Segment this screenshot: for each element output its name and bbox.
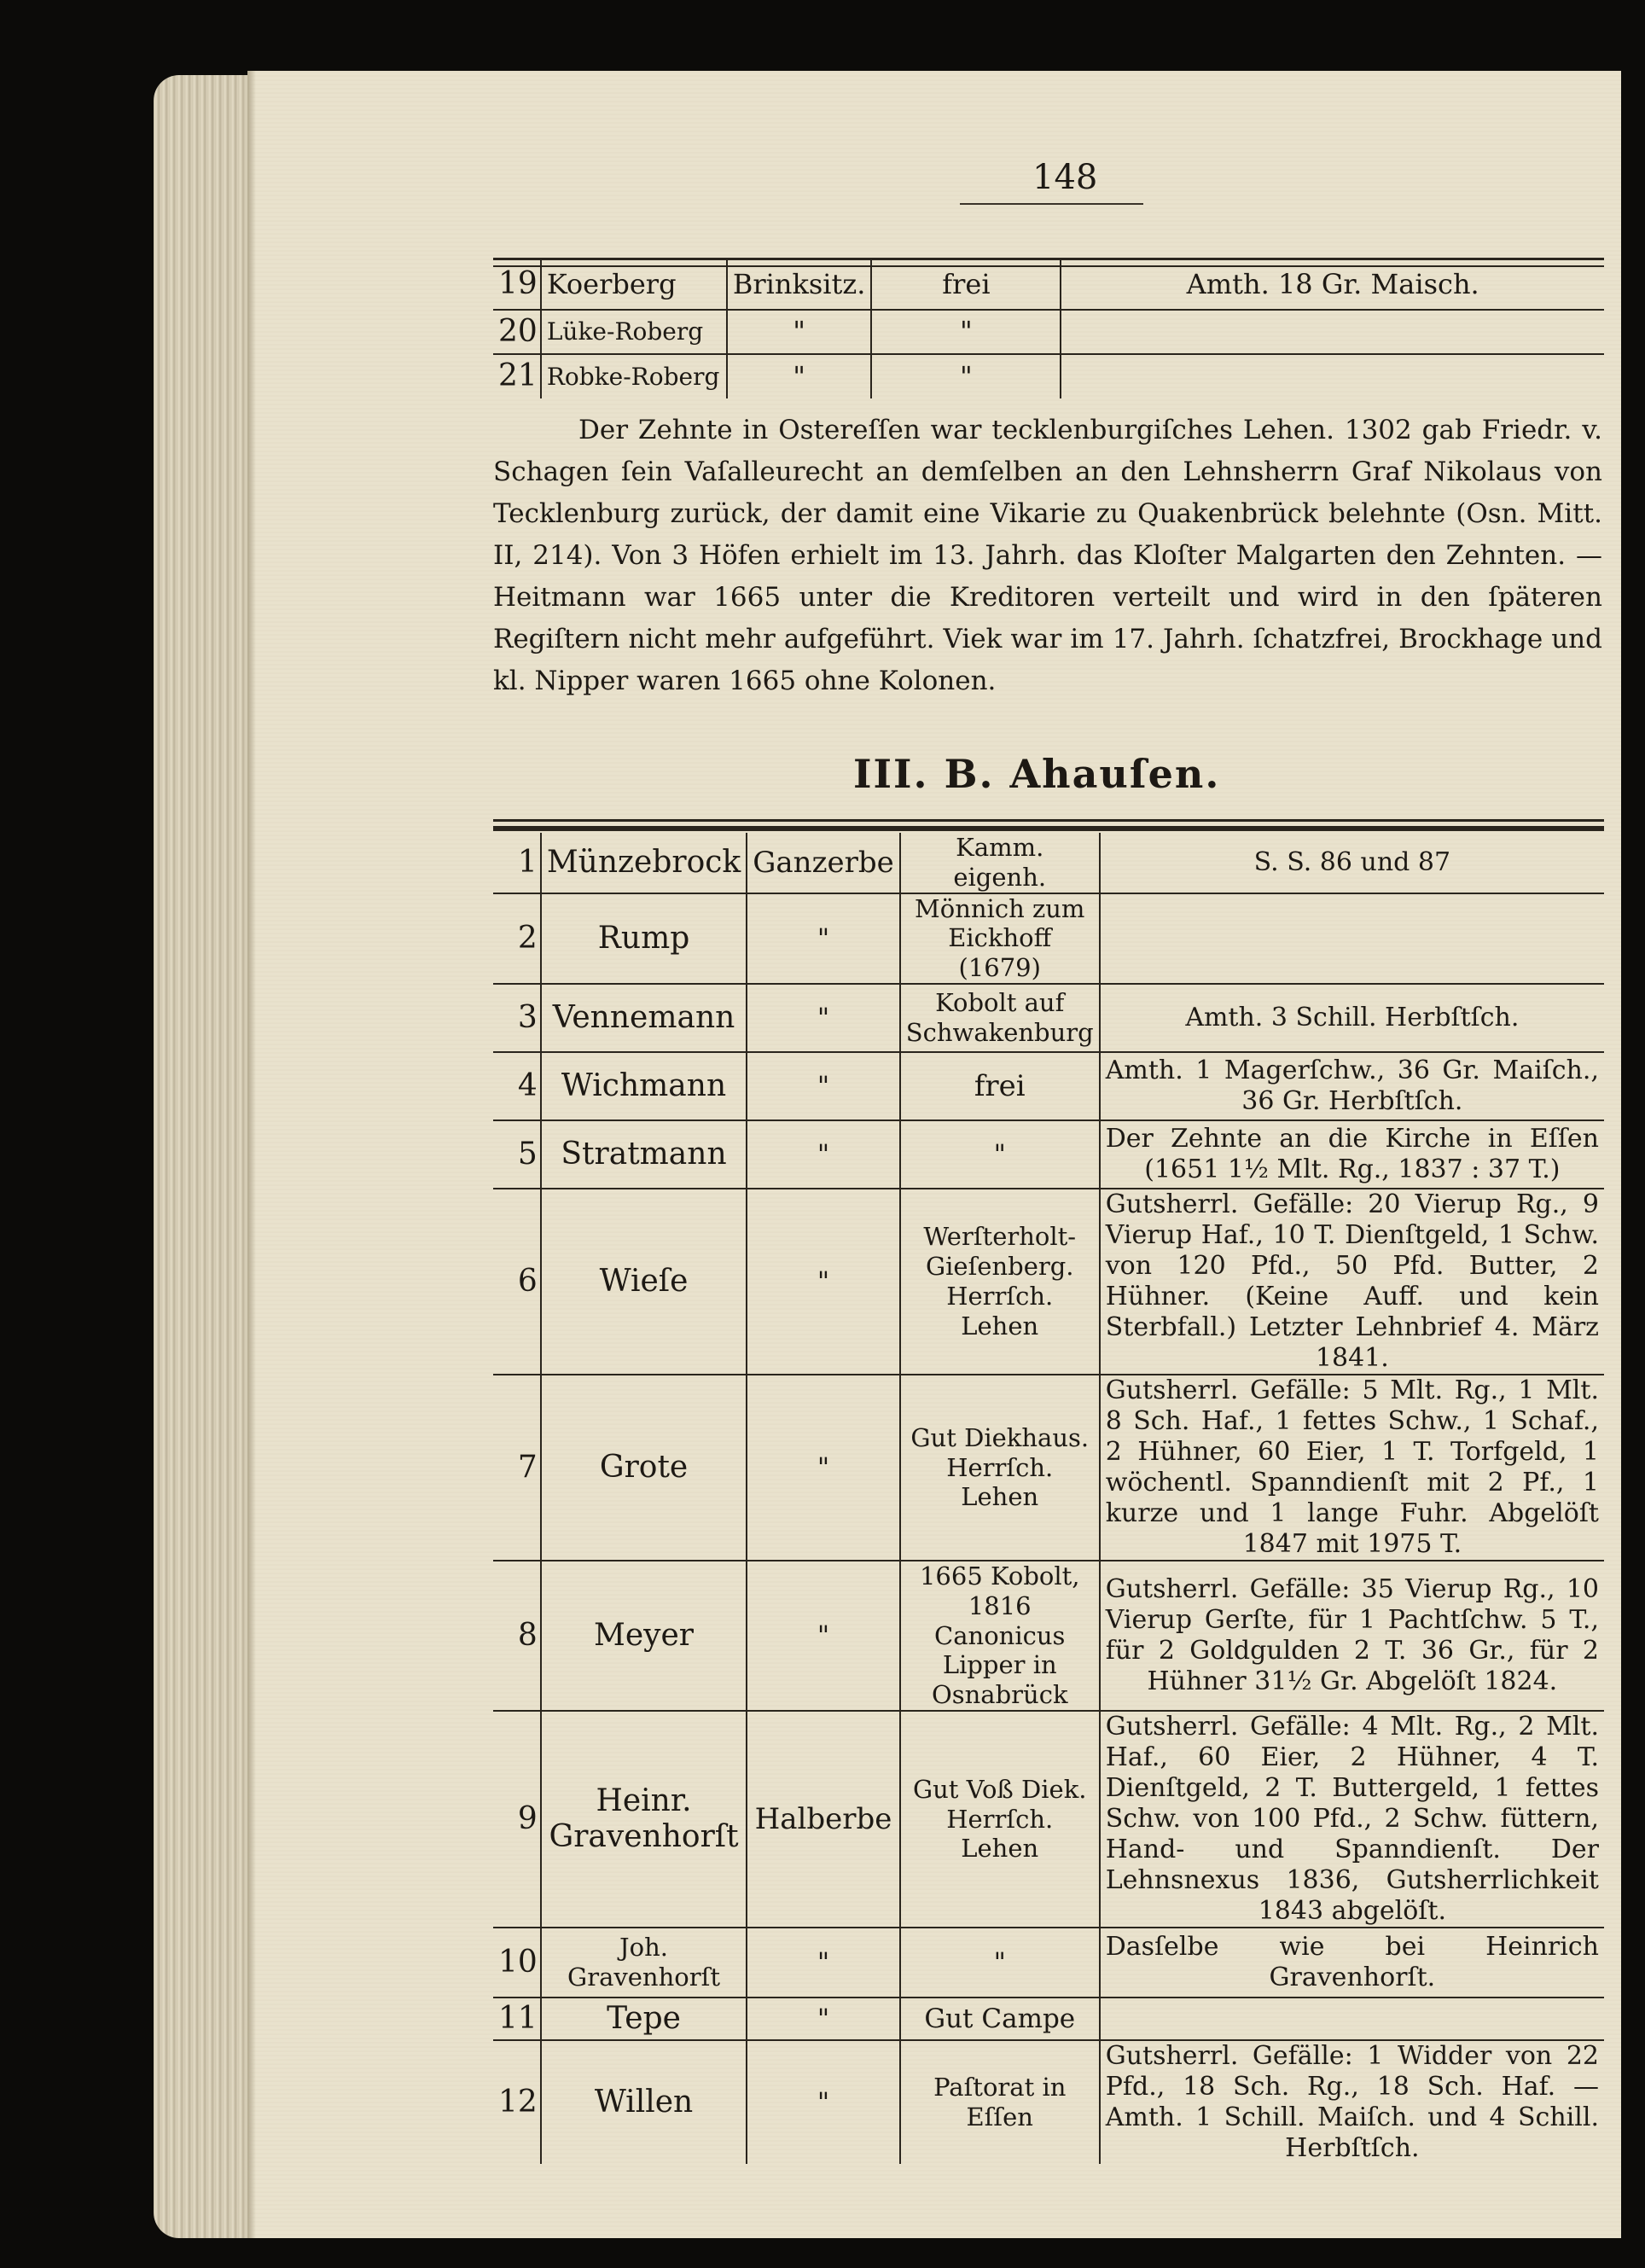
- table-row: [493, 1711, 1604, 1928]
- farm-remarks: [1061, 354, 1604, 398]
- farm-status: Brinksitz.: [727, 260, 872, 310]
- farm-remarks: Der Zehnte an die Kirche in Eſſen (1651 1½ Mlt. Rg., 1837 : 37 T.): [1105, 1123, 1599, 1184]
- farm-status: Halberbe: [747, 1711, 900, 1928]
- row-number: 9: [493, 1711, 541, 1928]
- table-row: [493, 1561, 1604, 1711]
- farm-name: Lüke-Roberg: [541, 310, 727, 354]
- row-number: 2: [493, 893, 541, 984]
- farm-owner: Gut Campe: [900, 1998, 1100, 2040]
- table-row: [493, 1052, 1604, 1120]
- table2-rule-top-2: [493, 826, 1604, 831]
- table-row: [493, 893, 1604, 984]
- farm-name: Grote: [541, 1375, 747, 1561]
- farm-name: Münzebrock: [541, 833, 747, 893]
- farm-status: ": [747, 2040, 900, 2164]
- farm-remarks: [1100, 1998, 1604, 2040]
- farm-status: ": [747, 1998, 900, 2040]
- paragraph-text: Der Zehnte in Ostereſſen war tecklenburgiſches Lehen. 1302 gab Friedr. v. Schagen ſein Vaſalleurecht an demſelben an den Lehnsherrn Graf Nikolaus von Tecklenburg zurück, der damit eine Vikarie zu Quakenbrück belehnte (Osn. Mitt. II, 214). Von 3 Höfen erhielt im 13. Jahrh. das Kloſter Malgarten den Zehnten. — Heitmann war 1665 unter die Kreditoren verteilt und wird in den ſpäteren Regiſtern nicht mehr aufgeführt. Viek war im 17. Jahrh. ſchatzfrei, Brockhage und kl. Nipper waren 1665 ohne Kolonen.: [493, 415, 1602, 696]
- farm-name: Stratmann: [541, 1120, 747, 1189]
- section-heading: III. B. Ahauſen.: [853, 751, 1221, 797]
- farm-status: ": [747, 1052, 900, 1120]
- farm-name: Wichmann: [541, 1052, 747, 1120]
- table-row: [493, 1189, 1604, 1375]
- farm-remarks: Dasſelbe wie bei Heinrich Gravenhorſt.: [1105, 1931, 1599, 1992]
- farm-owner: Gut Voß Diek. Herrſch. Lehen: [900, 1711, 1100, 1928]
- row-number: 11: [493, 1998, 541, 2040]
- row-number: 12: [493, 2040, 541, 2164]
- farm-status: Ganzerbe: [747, 833, 900, 893]
- farm-remarks: Gutsherrl. Gefälle: 1 Widder von 22 Pfd., 18 Sch. Rg., 18 Sch. Haf. — Amth. 1 Schill. Maiſch. und 4 Schill. Herbſtſch.: [1105, 2040, 1599, 2163]
- farm-remarks: Amth. 18 Gr. Maisch.: [1186, 267, 1479, 300]
- row-number: 20: [493, 310, 541, 354]
- page-number: 148: [1032, 158, 1098, 197]
- farm-owner: Kamm. eigenh.: [900, 833, 1100, 893]
- farm-remarks: Gutsherrl. Gefälle: 20 Vierup Rg., 9 Vierup Haf., 10 T. Dienſtgeld, 1 Schw. von 120 Pfd., 50 Pfd. Butter, 2 Hühner. (Keine Auff. und kein Sterbfall.) Letzter Lehnbrief 4. März 1841.: [1105, 1189, 1599, 1373]
- farm-remarks: Gutsherrl. Gefälle: 35 Vierup Rg., 10 Vierup Gerſte, für 1 Pachtſchw. 5 T., für 2 Goldgulden 2 T. 36 Gr., für 2 Hühner 31½ Gr. Abgelöſt 1824.: [1105, 1573, 1599, 1696]
- row-number: 8: [493, 1561, 541, 1711]
- table-row: [493, 1928, 1604, 1998]
- table-1: [493, 260, 1604, 398]
- farm-remarks: S. S. 86 und 87: [1253, 846, 1451, 877]
- farm-owner: frei: [871, 260, 1061, 310]
- farm-status: ": [747, 984, 900, 1052]
- row-number: 5: [493, 1120, 541, 1189]
- farm-remarks: [1061, 310, 1604, 354]
- farm-owner: 1665 Kobolt, 1816 Canonicus Lipper in Osnabrück: [900, 1561, 1100, 1711]
- row-number: 21: [493, 354, 541, 398]
- farm-name: Rump: [541, 893, 747, 984]
- table-row: [493, 1120, 1604, 1189]
- table-row: [493, 354, 1604, 398]
- farm-status: ": [747, 893, 900, 984]
- farm-status: ": [747, 1375, 900, 1561]
- farm-status: ": [747, 1561, 900, 1711]
- farm-remarks: Gutsherrl. Gefälle: 4 Mlt. Rg., 2 Mlt. Haf., 60 Eier, 2 Hühner, 4 T. Dienſtgeld, 2 T. Buttergeld, 1 fettes Schw. von 100 Pfd., 2 Schw. füttern, Hand- und Spanndienſt. Der Lehnsnexus 1836, Gutsherrlichkeit 1843 abgelöſt.: [1105, 1711, 1599, 1926]
- farm-remarks: [1100, 893, 1604, 984]
- farm-name: Heinr. Gravenhorſt: [541, 1711, 747, 1928]
- farm-name: Wieſe: [541, 1189, 747, 1375]
- farm-status: ": [747, 1120, 900, 1189]
- table-row: [493, 1375, 1604, 1561]
- table-row: [493, 2040, 1604, 2164]
- row-number: 19: [493, 260, 541, 310]
- farm-status: ": [747, 1189, 900, 1375]
- farm-remarks: Gutsherrl. Gefälle: 5 Mlt. Rg., 1 Mlt. 8 Sch. Haf., 1 fettes Schw., 1 Schaf., 2 Hühner, 60 Eier, 1 T. Torfgeld, 1 wöchentl. Spanndienſt mit 2 Pf., 1 kurze und 1 lange Fuhr. Abgelöſt 1847 mit 1975 T.: [1105, 1375, 1599, 1559]
- farm-status: ": [727, 310, 872, 354]
- row-number: 10: [493, 1928, 541, 1998]
- farm-name: Robke-Roberg: [541, 354, 727, 398]
- gutter-shadow: [247, 71, 256, 2238]
- farm-owner: ": [871, 310, 1061, 354]
- farm-owner: frei: [900, 1052, 1100, 1120]
- page-edges: [154, 75, 247, 2238]
- farm-status: ": [747, 1928, 900, 1998]
- farm-owner: ": [871, 354, 1061, 398]
- row-number: 3: [493, 984, 541, 1052]
- farm-owner: ": [900, 1120, 1100, 1189]
- row-number: 7: [493, 1375, 541, 1561]
- farm-name: Vennemann: [541, 984, 747, 1052]
- farm-owner: ": [900, 1928, 1100, 1998]
- farm-name: Willen: [541, 2040, 747, 2164]
- history-paragraph: [493, 410, 1602, 702]
- table-2: [493, 833, 1604, 2164]
- row-number: 6: [493, 1189, 541, 1375]
- table-row: [493, 1998, 1604, 2040]
- page-number-rule: [960, 203, 1143, 205]
- farm-name: Tepe: [541, 1998, 747, 2040]
- row-number: 4: [493, 1052, 541, 1120]
- farm-owner: Paſtorat in Eſſen: [900, 2040, 1100, 2164]
- table-row: [493, 310, 1604, 354]
- farm-remarks: Amth. 3 Schill. Herbſtſch.: [1185, 1002, 1520, 1032]
- farm-owner: Werſterholt-Gieſenberg. Herrſch. Lehen: [900, 1189, 1100, 1375]
- table-row: [493, 833, 1604, 893]
- farm-name: Meyer: [541, 1561, 747, 1711]
- farm-owner: Gut Diekhaus. Herrſch. Lehen: [900, 1375, 1100, 1561]
- table2-rule-top: [493, 819, 1604, 822]
- farm-name: Koerberg: [541, 260, 727, 310]
- farm-remarks: Amth. 1 Magerſchw., 36 Gr. Maiſch., 36 Gr. Herbſtſch.: [1105, 1055, 1599, 1116]
- farm-owner: Mönnich zum Eickhoff (1679): [900, 893, 1100, 984]
- farm-owner: Kobolt auf Schwakenburg: [900, 984, 1100, 1052]
- farm-status: ": [727, 354, 872, 398]
- table-row: [493, 984, 1604, 1052]
- row-number: 1: [493, 833, 541, 893]
- farm-name: Joh. Gravenhorſt: [541, 1928, 747, 1998]
- table-row: [493, 260, 1604, 310]
